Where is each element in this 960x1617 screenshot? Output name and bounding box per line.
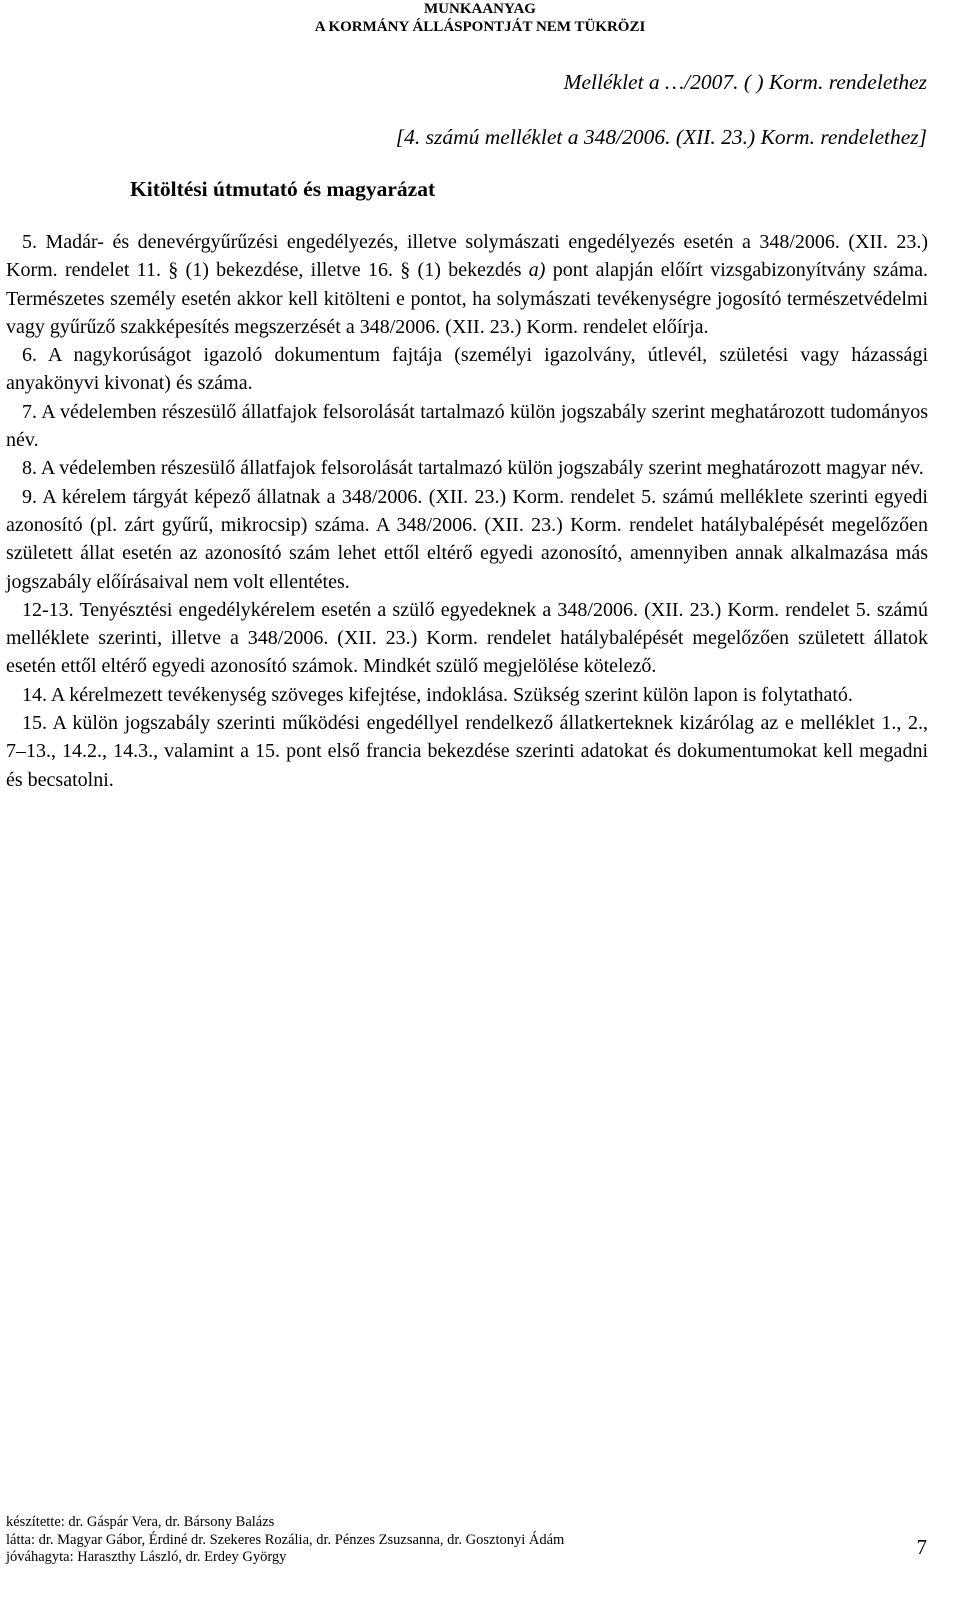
paragraph-number: 8. [22, 457, 37, 480]
paragraph-number: 15. [22, 712, 47, 735]
paragraph-text: A külön jogszabály szerinti működési engedéllyel rendelkező állatkerteknek kizárólag az e melléklet 1., 2., 7–13., 14.2., 14.3., valamint a 15. pont első francia bekezdése szerinti adatokat és dokumentumokat kell megadni és becsatolni. [6, 712, 928, 791]
footer-credits [6, 1514, 564, 1567]
paragraph-text: pont alapján előírt vizsgabizonyítvány száma. Természetes személy esetén akkor kell kitölteni e pontot, ha solymászati tevékenységre jogosító természetvédelmi vagy gyűrűző szakképesítés megszerzését a 348/2006. (XII. 23.) Korm. rendelet előírja. [6, 259, 929, 338]
paragraph-number: 14. [22, 683, 47, 706]
paragraph-text: A nagykorúságot igazoló dokumentum fajtája (személyi igazolvány, útlevél, születési vagy házassági anyakönyvi kivonat) és száma. [6, 344, 928, 395]
paragraph-text: A védelemben részesülő állatfajok felsorolását tartalmazó külön jogszabály szerint meghatározott magyar név. [37, 457, 924, 480]
paragraph-text: A kérelem tárgyát képező állatnak a 348/2006. (XII. 23.) Korm. rendelet 5. számú melléklete szerinti egyedi azonosító (pl. zárt gyűrű, mikrocsip) száma. A 348/2006. (XII. 23.) Korm. rendelet hatálybalépését megelőzően született állat esetén az azonosító szám lehet ettől eltérő egyedi azonosító, amennyiben annak alkalmazása más jogszabály előírásaival nem volt ellentétes. [6, 485, 928, 593]
paragraph-text: Tenyésztési engedélykérelem esetén a szülő egyedeknek a 348/2006. (XII. 23.) Korm. rendelet 5. számú melléklete szerinti, illetve a 348/2006. (XII. 23.) Korm. rendelet hatálybalépését megelőzően született állatok esetén ettől eltérő egyedi azonosító számok. Mindkét szülő megjelölése kötelező. [6, 598, 928, 678]
draft-line-1: MUNKAANYAG [424, 1, 536, 17]
paragraph-6 [6, 341, 928, 398]
paragraph-text: A kérelmezett tevékenység szöveges kifejtése, indoklása. Szükség szerint külön lapon is folytatható. [47, 683, 853, 706]
paragraph-text: Madár- és denevérgyűrűzési engedélyezés, illetve solymászati engedélyezés esetén a 348/2006. (XII. 23.) Korm. rendelet 11. § (1) bekezdése, illetve 16. § (1) bekezdés [6, 231, 928, 282]
paragraph-number: 7. [22, 400, 37, 423]
paragraph-8 [6, 454, 928, 482]
paragraph-number: 9. [22, 485, 37, 508]
document-body [6, 228, 928, 794]
annex-title: Melléklet a …/2007. ( ) Korm. rendelethez [563, 70, 927, 94]
paragraph-text: A védelemben részesülő állatfajok felsorolását tartalmazó külön jogszabály szerint meghatározott tudományos név. [6, 400, 928, 452]
paragraph-9 [6, 483, 928, 596]
footer-approved-by: jóváhagyta: Haraszthy László, dr. Erdey György [6, 1549, 287, 1566]
paragraph-15 [6, 709, 928, 794]
paragraph-14 [6, 681, 928, 709]
paragraph-number: 5. [22, 231, 37, 253]
paragraph-7 [6, 398, 928, 455]
paragraph-number: 12-13. [22, 598, 74, 621]
footer-reviewed-by: látta: dr. Magyar Gábor, Érdiné dr. Szekeres Rozália, dr. Pénzes Zsuzsanna, dr. Gosztonyi Ádám [6, 1531, 565, 1548]
paragraph-5 [6, 228, 928, 341]
page-number: 7 [916, 1535, 927, 1559]
draft-line-2: A KORMÁNY ÁLLÁSPONTJÁT NEM TÜKRÖZI [314, 19, 646, 35]
footer-prepared-by: készítette: dr. Gáspár Vera, dr. Bársony Balázs [6, 1514, 275, 1530]
paragraph-number: 6. [22, 344, 37, 367]
annex-reference: [4. számú melléklet a 348/2006. (XII. 23.) Korm. rendelethez] [395, 125, 927, 149]
paragraph-12-13 [6, 596, 928, 681]
paragraph-emphasis: a) [528, 259, 546, 282]
draft-notice [0, 0, 960, 36]
section-heading: Kitöltési útmutató és magyarázat [130, 177, 436, 201]
